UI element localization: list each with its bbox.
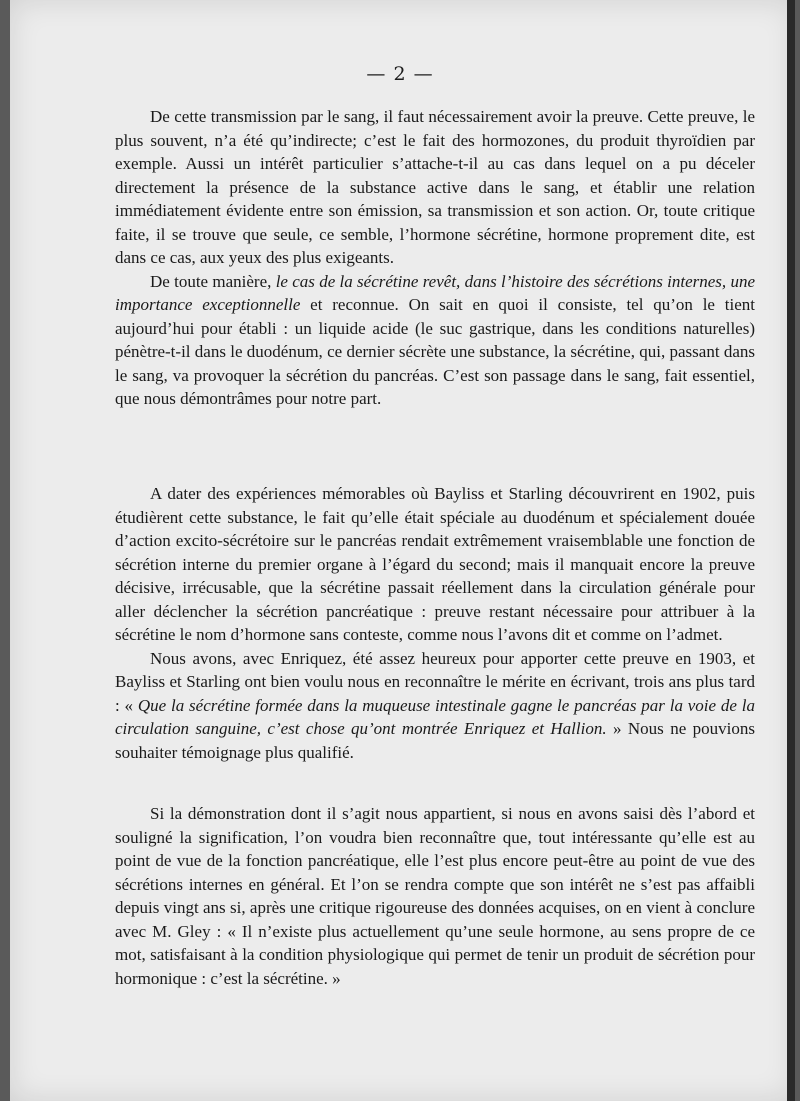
text-run: A dater des expériences mémorables où Bayliss et Starling découvrirent en 1902, puis étudièrent cette substance, le fait qu’elle était spéciale au duodénum et spécialement douée d’action excito-sécrétoire sur le pancréas rendait extrêmement vraisemblable une fonction de sécrétion interne du premier organe à l’égard du second; mais il manquait encore la preuve décisive, irrécusable, que la sécrétine passait réellement dans la circulation générale pour aller déclencher la sécrétion pancréatique : preuve restant nécessaire pour attribuer à la sécrétine le nom d’hormone sans conteste, comme nous l’avons dit et comme on l’admet. [115, 484, 755, 644]
italic-text-run: Que la sécrétine formée dans la muqueuse intestinale gagne le pancréas par la voie de la circulation sanguine, c’est chose qu’ont montrée Enriquez et Hallion. [115, 695, 755, 738]
paragraph [115, 105, 755, 270]
paragraph [115, 802, 755, 990]
paragraph [115, 482, 755, 647]
paragraph [115, 270, 755, 411]
italic-text-run: le cas de la sécrétine revêt, dans l’histoire des sécrétions internes, une importance exceptionnelle [115, 271, 756, 314]
page-edge-shadow [787, 0, 795, 1101]
text-run: De toute manière, [150, 271, 276, 291]
text-section-1 [115, 105, 755, 411]
text-run: Si la démonstration dont il s’agit nous appartient, si nous en avons saisi dès l’abord et souligné la signification, l’on voudra bien reconnaître que, tout intéressante qu’elle est au point de vue de la fonction pancréatique, elle l’est plus encore peut-être au point de vue des sécrétions internes en général. Et l’on se rendra compte que son intérêt ne s’est pas affaibli depuis vingt ans si, après une critique rigoureuse des données acquises, on en vient à conclure avec M. Gley : « Il n’existe plus actuellement qu’une seule hormone, au sens propre de ce mot, satisfaisant à la condition physiologique qui permet de tenir un produit de sécrétion pour hormonique : c’est la sécrétine. » [115, 804, 755, 988]
text-run: Nous avons, avec Enriquez, été assez heureux pour apporter cette preuve en 1903, et Bayliss et Starling ont bien voulu nous en reconnaître le mérite en écrivant, trois ans plus tard : « [115, 648, 755, 715]
paragraph [115, 647, 755, 765]
text-run: et reconnue. On sait en quoi il consiste, tel qu’on le tient aujourd’hui pour établi : un liquide acide (le suc gastrique, dans les conditions naturelles) pénètre-t-il dans le duodénum, ce dernier sécrète une substance, la sécrétine, qui, passant dans le sang, va provoquer la sécrétion du pancréas. C’est son passage dans le sang, fait essentiel, que nous démontrâmes pour notre part. [115, 295, 755, 408]
text-section-3 [115, 802, 755, 990]
text-run: » Nous ne pouvions souhaiter témoignage plus qualifié. [115, 719, 755, 762]
text-section-2 [115, 482, 755, 764]
page-number: — 2 — [366, 63, 434, 85]
text-run: De cette transmission par le sang, il faut nécessairement avoir la preuve. Cette preuve, le plus souvent, n’a été qu’indirecte; c’est le fait des hormozones, du produit thyroïdien par exemple. Aussi un intérêt particulier s’attache-t-il au cas dans lequel on a pu déceler directement la présence de la substance active dans le sang, et établir une relation immédiatement évidente entre son émission, sa transmission et son action. Or, toute critique faite, il se trouve que seule, ce semble, l’hormone sécrétine, hormone proprement dite, est dans ce cas, aux yeux des plus exigeants. [115, 107, 755, 267]
